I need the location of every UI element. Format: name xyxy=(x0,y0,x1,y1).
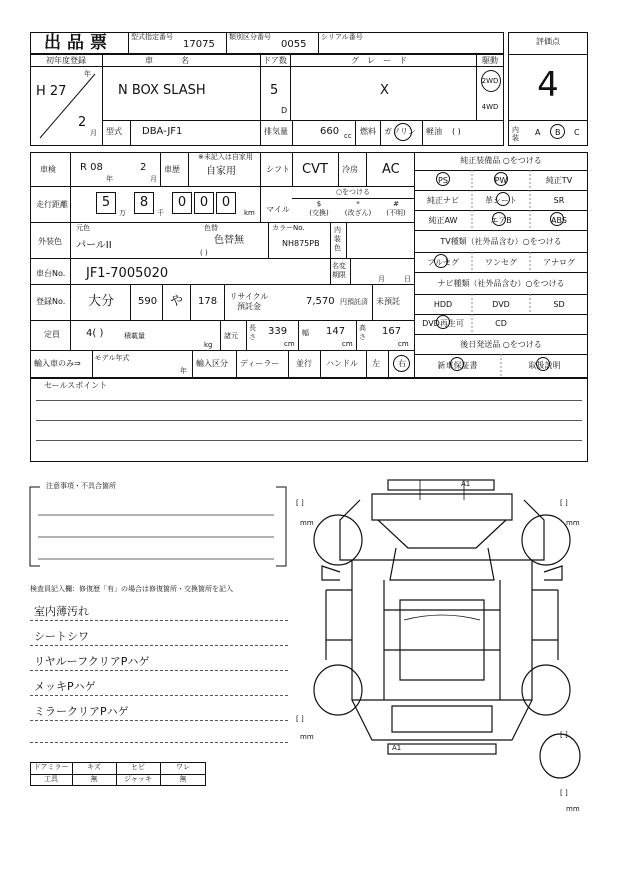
reg-region: 大分 xyxy=(88,294,115,309)
equip-tv: 純正TV xyxy=(545,176,573,185)
front-right-wheel xyxy=(522,515,570,565)
form-number: 17075 xyxy=(183,39,215,50)
rear-left-wheel xyxy=(314,665,362,715)
interior-grade-a: A xyxy=(535,128,541,137)
equip-navi: 純正ナビ xyxy=(427,196,459,205)
tools-value: 無 xyxy=(90,775,98,783)
shift-type: CVT xyxy=(302,162,328,177)
equip-sr: SR xyxy=(553,196,565,205)
roof xyxy=(400,600,484,680)
mileage-digit-4: 0 xyxy=(199,195,209,210)
height-value: 167 xyxy=(382,326,402,337)
inspector-note-5: ミラークリアPハゲ xyxy=(34,705,129,718)
grade-value: X xyxy=(380,83,389,98)
equip-abs: ABS xyxy=(551,216,567,225)
displacement-value: 660 xyxy=(320,126,340,137)
mileage-digit-1: 5 xyxy=(101,195,111,210)
reg-class: 590 xyxy=(138,296,158,307)
tv-oneseg: ワンセグ xyxy=(485,258,517,267)
later-warranty: 新車保証書 xyxy=(437,361,478,370)
inspector-note-2: シートシワ xyxy=(34,630,89,643)
front-fenders xyxy=(340,500,544,560)
class-number: 0055 xyxy=(281,39,307,50)
first-reg-month: 2 xyxy=(78,115,87,130)
right-mirror xyxy=(544,566,562,580)
equip-airbag: エアB xyxy=(490,216,512,225)
fuel-gasoline: ガソリン xyxy=(384,127,416,136)
equip-leather: 革シート xyxy=(485,196,517,205)
score-value: 4 xyxy=(537,65,559,105)
recycle-fee: 7,570 xyxy=(306,296,335,307)
mileage-digit-5: 0 xyxy=(221,195,231,210)
interior-grade-c: C xyxy=(574,128,580,137)
mileage-digit-3: 0 xyxy=(177,195,187,210)
color-code: NH875PB xyxy=(282,239,320,248)
first-reg-year: H 27 xyxy=(36,84,67,99)
rear-bumper-label: A1 xyxy=(392,744,402,752)
color-change: 色替無 xyxy=(214,235,244,246)
drive-2wd: 2WD xyxy=(481,77,499,85)
ac-value: AC xyxy=(382,162,400,177)
navi-dvd-play: DVD再生可 xyxy=(422,319,464,328)
steering-right: 右 xyxy=(398,359,406,368)
length-value: 339 xyxy=(268,326,288,337)
equip-aw: 純正AW xyxy=(428,216,458,225)
inspector-note-1: 室内薄汚れ xyxy=(34,605,89,618)
front-bumper xyxy=(388,480,494,490)
windshield xyxy=(390,548,494,580)
equip-pw: PW xyxy=(494,176,508,185)
rear-bumper xyxy=(388,744,496,754)
left-mirror xyxy=(322,566,340,580)
model-code: DBA-JF1 xyxy=(142,126,183,137)
tv-fullseg: フルセグ xyxy=(427,258,459,267)
navi-dvd: DVD xyxy=(492,300,510,309)
spare-wheel xyxy=(540,734,580,778)
tv-analog: アナログ xyxy=(543,258,575,267)
jack-value: 無 xyxy=(179,775,187,783)
drive-4wd: 4WD xyxy=(481,103,499,111)
front-bumper-label: A1 xyxy=(461,480,471,488)
seat-capacity: 4( ) xyxy=(86,328,104,339)
reg-kana: や xyxy=(170,294,184,309)
width-value: 147 xyxy=(326,326,346,337)
later-manual: 取扱説明 xyxy=(528,361,561,370)
hood-front xyxy=(372,494,512,520)
body-sides xyxy=(352,560,532,700)
rear-window xyxy=(392,706,492,732)
car-name: N BOX SLASH xyxy=(118,83,206,98)
chassis-number: JF1-7005020 xyxy=(86,266,169,281)
inspector-note-4: メッキPハゲ xyxy=(34,680,96,693)
mileage-digit-2: 8 xyxy=(139,195,149,210)
inspection-date: R 08 xyxy=(80,162,103,173)
navi-cd: CD xyxy=(495,319,507,328)
reg-number: 178 xyxy=(198,296,218,307)
form-title: 出品票 xyxy=(44,33,113,53)
interior-grade-b: B xyxy=(555,128,561,137)
front-left-wheel xyxy=(314,515,362,565)
car-history: 自家用 xyxy=(206,166,236,177)
original-color: パールII xyxy=(76,240,112,251)
equip-ps: PS xyxy=(438,176,448,185)
door-count: 5 xyxy=(270,83,279,98)
rear-right-wheel xyxy=(522,665,570,715)
navi-hdd: HDD xyxy=(433,300,453,309)
inspector-note-3: リヤルーフクリアPハゲ xyxy=(34,655,150,668)
navi-sd: SD xyxy=(553,300,565,309)
